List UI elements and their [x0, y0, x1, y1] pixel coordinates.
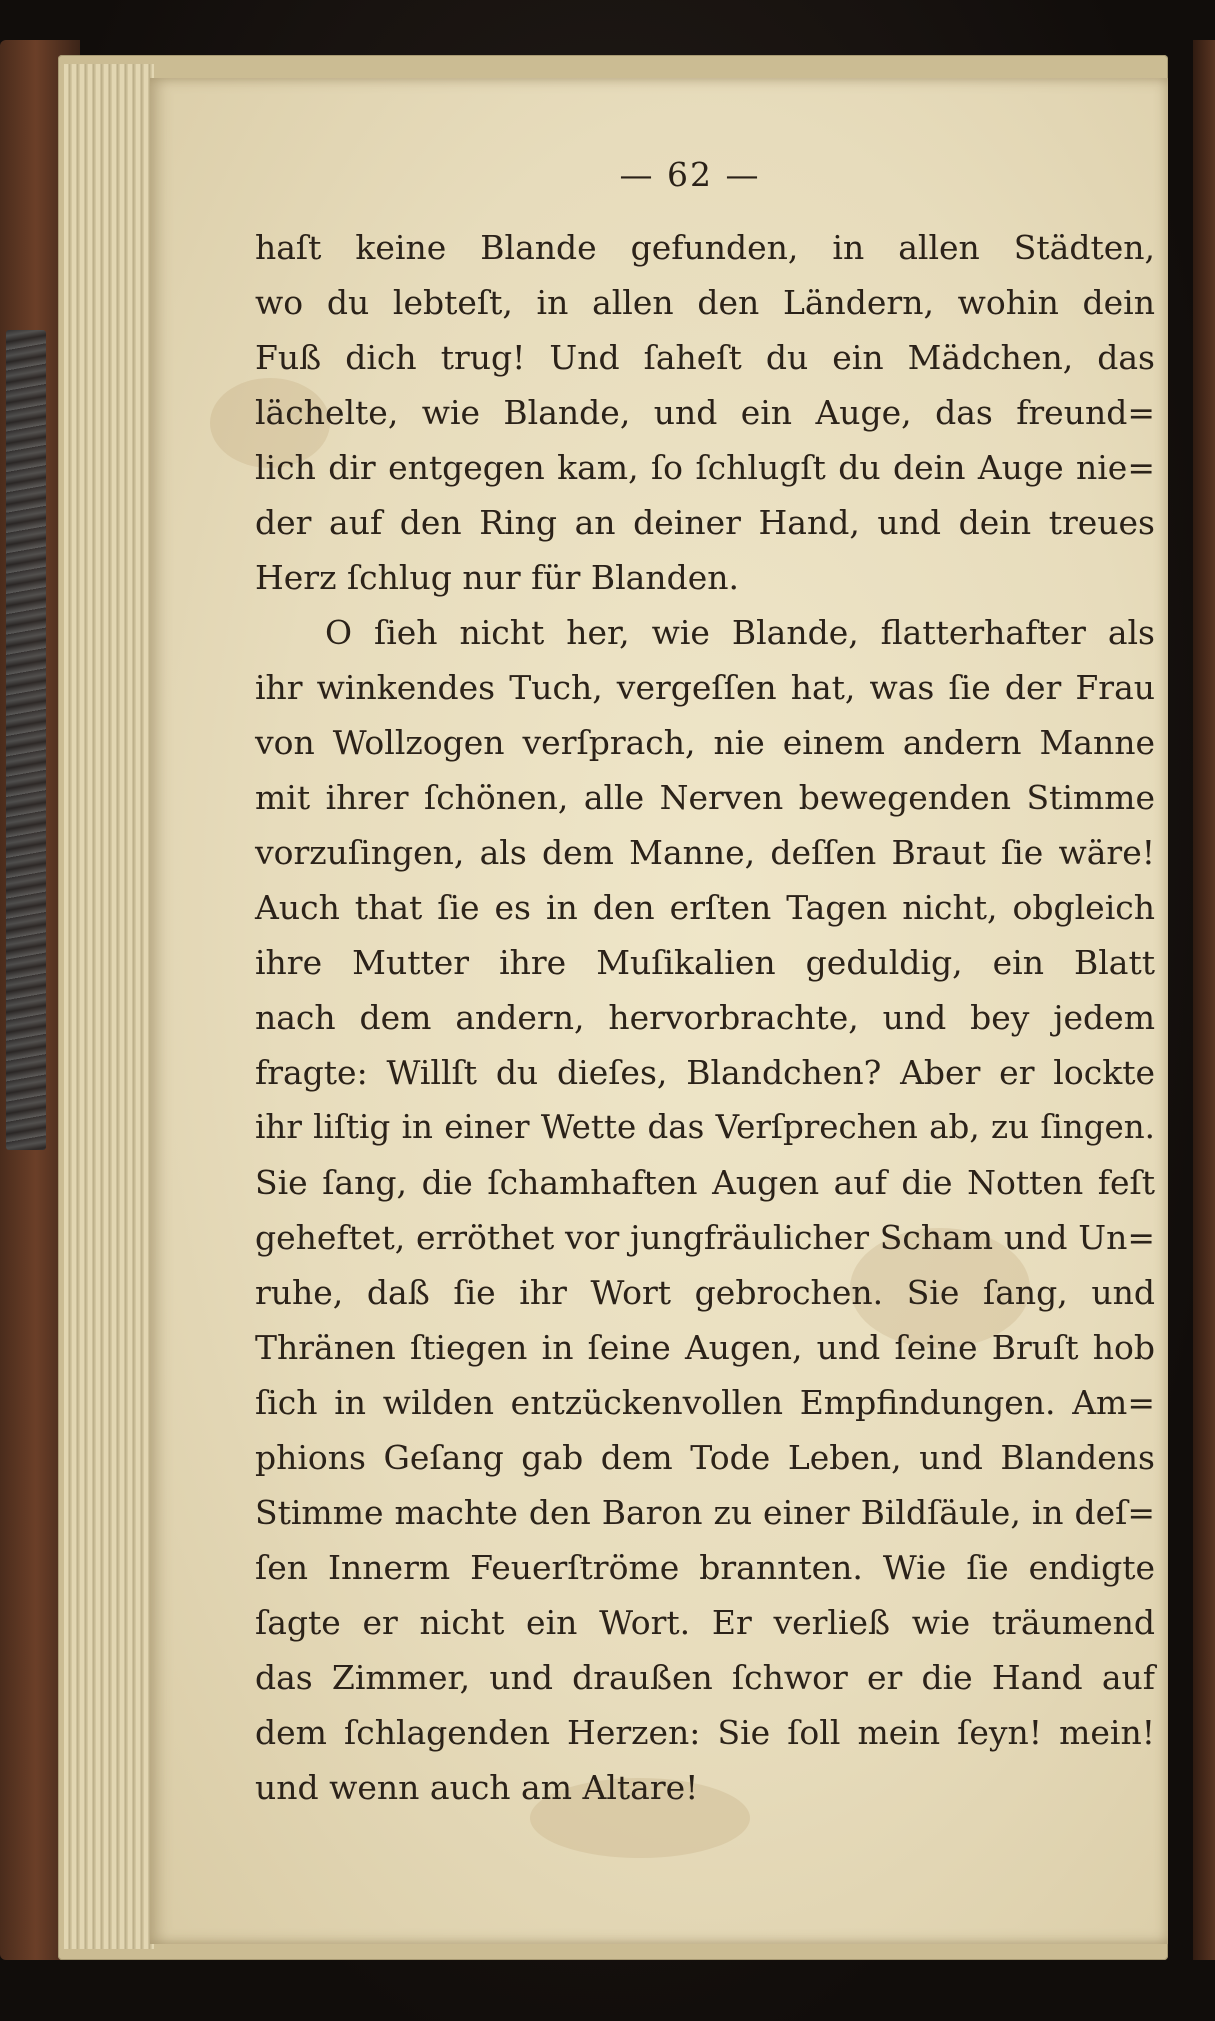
- text-line: wo du lebteſt, in allen den Ländern, wohin dein: [255, 283, 1155, 322]
- text-line: der auf den Ring an deiner Hand, und dein treues: [255, 503, 1155, 542]
- text-line: haſt keine Blande gefunden, in allen Städten,: [255, 228, 1155, 267]
- page-number-header: — 62 —: [619, 155, 761, 194]
- text-line: phions Geſang gab dem Tode Leben, und Blandens: [255, 1438, 1155, 1477]
- text-line: ſen Innerm Feuerſtröme brannten. Wie ſie endigte: [255, 1548, 1155, 1587]
- text-line: Fuß dich trug! Und ſaheſt du ein Mädchen, das: [255, 338, 1155, 377]
- body-text: [255, 220, 1155, 1815]
- text-line: ruhe, daß ſie ihr Wort gebrochen. Sie ſang, und: [255, 1273, 1155, 1312]
- page-edges: [64, 64, 154, 1949]
- text-line: O ſieh nicht her, wie Blande, flatterhafter als: [325, 613, 1155, 652]
- text-line: ſich in wilden entzückenvollen Empfindungen. Am=: [255, 1383, 1155, 1422]
- text-line: Sie ſang, die ſchamhaften Augen auf die Notten feſt: [255, 1163, 1155, 1202]
- book-cover-right: [1193, 40, 1215, 1960]
- text-line: nach dem andern, hervorbrachte, und bey jedem: [255, 998, 1155, 1037]
- text-line: lächelte, wie Blande, und ein Auge, das freund=: [255, 393, 1155, 432]
- text-line: von Wollzogen verſprach, nie einem andern Manne: [255, 723, 1155, 762]
- paragraph: [255, 605, 1155, 1815]
- paragraph: [255, 220, 1155, 605]
- text-line: geheftet, erröthet vor jungfräulicher Scham und Un=: [255, 1218, 1155, 1257]
- text-line: ſagte er nicht ein Wort. Er verließ wie träumend: [255, 1603, 1155, 1642]
- text-line: vorzuſingen, als dem Manne, deſſen Braut ſie wäre!: [255, 833, 1155, 872]
- text-line: Thränen ſtiegen in ſeine Augen, und ſeine Bruſt hob: [255, 1328, 1155, 1367]
- text-line: lich dir entgegen kam, ſo ſchlugſt du dein Auge nie=: [255, 448, 1155, 487]
- text-line: ihr winkendes Tuch, vergeſſen hat, was ſie der Frau: [255, 668, 1155, 707]
- text-line: Herz ſchlug nur für Blanden.: [255, 558, 739, 597]
- text-line: das Zimmer, und draußen ſchwor er die Hand auf: [255, 1658, 1155, 1697]
- marbled-endpaper: [6, 330, 46, 1150]
- text-line: fragte: Willſt du dieſes, Blandchen? Aber er lockte: [255, 1053, 1155, 1092]
- text-line: Stimme machte den Baron zu einer Bildſäule, in deſ=: [255, 1493, 1155, 1532]
- text-line: ihr liſtig in einer Wette das Verſprechen ab, zu ſingen.: [255, 1108, 1155, 1146]
- text-line: mit ihrer ſchönen, alle Nerven bewegenden Stimme: [255, 778, 1155, 817]
- text-line: Auch that ſie es in den erſten Tagen nicht, obgleich: [255, 888, 1155, 927]
- text-line: ihre Mutter ihre Muſikalien geduldig, ein Blatt: [255, 943, 1155, 982]
- text-line: und wenn auch am Altare!: [255, 1768, 699, 1807]
- text-line: dem ſchlagenden Herzen: Sie ſoll mein ſeyn! mein!: [255, 1713, 1155, 1752]
